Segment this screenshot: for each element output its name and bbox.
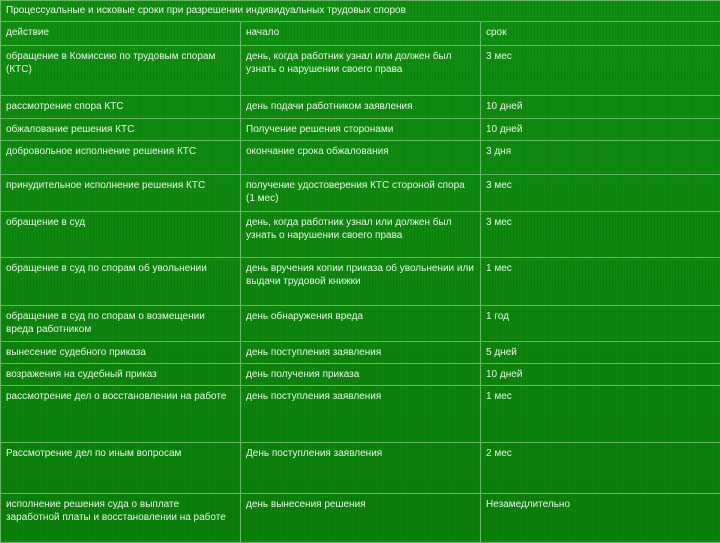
header-term: срок	[481, 22, 720, 46]
cell-term: 10 дней	[481, 364, 720, 386]
cell-term: 5 дней	[481, 342, 720, 364]
table-row	[1, 494, 720, 543]
cell-action: обращение в суд	[1, 212, 241, 258]
table-title: Процессуальные и исковые сроки при разрешении индивидуальных трудовых споров	[1, 1, 720, 22]
table-row	[1, 342, 720, 364]
cell-start: день, когда работник узнал или должен был узнать о нарушении своего права	[241, 46, 481, 96]
table-row	[1, 175, 720, 212]
cell-term: 1 мес	[481, 258, 720, 306]
cell-term: 3 мес	[481, 212, 720, 258]
header-start: начало	[241, 22, 481, 46]
cell-action: добровольное исполнение решения КТС	[1, 141, 241, 175]
header-row	[1, 22, 720, 46]
cell-term: 10 дней	[481, 119, 720, 141]
cell-action: обжалование решения КТС	[1, 119, 241, 141]
table-row	[1, 258, 720, 306]
table-row	[1, 119, 720, 141]
table-row	[1, 96, 720, 119]
cell-start: День поступления заявления	[241, 443, 481, 494]
cell-action: исполнение решения суда о выплате заработной платы и восстановлении на работе	[1, 494, 241, 543]
cell-start: день поступления заявления	[241, 342, 481, 364]
header-action: действие	[1, 22, 241, 46]
table-row	[1, 443, 720, 494]
table-row	[1, 306, 720, 342]
table-row	[1, 364, 720, 386]
cell-term: 1 мес	[481, 386, 720, 443]
cell-start: окончание срока обжалования	[241, 141, 481, 175]
cell-term: 1 год	[481, 306, 720, 342]
cell-start: день обнаружения вреда	[241, 306, 481, 342]
cell-start: день вынесения решения	[241, 494, 481, 543]
title-row	[1, 1, 720, 22]
cell-term: 3 дня	[481, 141, 720, 175]
table-row	[1, 386, 720, 443]
cell-start: день вручения копии приказа об увольнении или выдачи трудовой книжки	[241, 258, 481, 306]
cell-start: день, когда работник узнал или должен был узнать о нарушении своего права	[241, 212, 481, 258]
cell-action: обращение в суд по спорам об увольнении	[1, 258, 241, 306]
cell-term: 3 мес	[481, 175, 720, 212]
cell-action: вынесение судебного приказа	[1, 342, 241, 364]
cell-term: Незамедлительно	[481, 494, 720, 543]
cell-term: 2 мес	[481, 443, 720, 494]
cell-action: возражения на судебный приказ	[1, 364, 241, 386]
cell-action: рассмотрение спора КТС	[1, 96, 241, 119]
cell-action: обращение в Комиссию по трудовым спорам (КТС)	[1, 46, 241, 96]
cell-term: 10 дней	[481, 96, 720, 119]
cell-start: Получение решения сторонами	[241, 119, 481, 141]
cell-term: 3 мес	[481, 46, 720, 96]
cell-start: день подачи работником заявления	[241, 96, 481, 119]
table-row	[1, 141, 720, 175]
cell-action: Рассмотрение дел по иным вопросам	[1, 443, 241, 494]
cell-action: обращение в суд по спорам о возмещении вреда работником	[1, 306, 241, 342]
table-row	[1, 46, 720, 96]
cell-action: рассмотрение дел о восстановлении на работе	[1, 386, 241, 443]
cell-action: принудительное исполнение решения КТС	[1, 175, 241, 212]
cell-start: день получения приказа	[241, 364, 481, 386]
table-row	[1, 212, 720, 258]
cell-start: день поступления заявления	[241, 386, 481, 443]
cell-start: получение удостоверения КТС стороной спора (1 мес)	[241, 175, 481, 212]
